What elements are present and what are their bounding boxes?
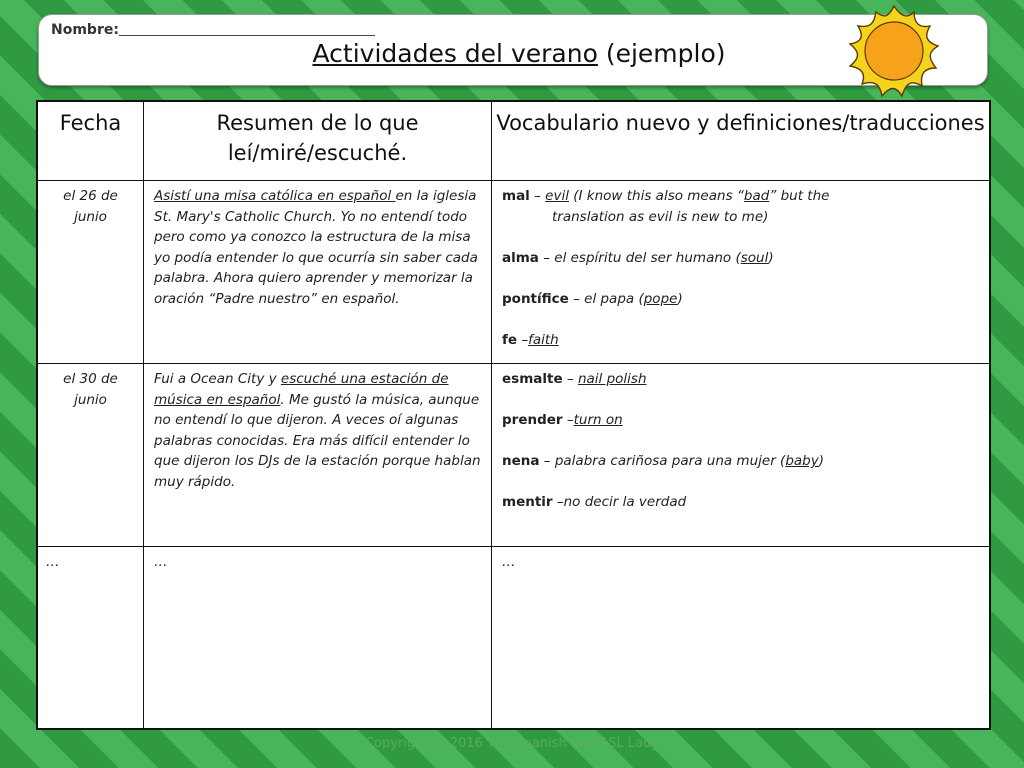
vocab-term: nena — [502, 453, 540, 469]
vocab-note: ) — [818, 453, 824, 469]
summary-text: en la iglesia St. Mary's Catholic Church. Yo no entendí todo pero como ya conozco la estructura de la misa yo podía entender lo que ocurría sin saber cada palabra. Ahora quiero aprender y memorizar la oración “Padre nuestro” en español. — [154, 188, 478, 307]
table-row — [38, 181, 990, 364]
name-input-line[interactable] — [119, 35, 375, 36]
vocab-separator: – — [538, 249, 555, 266]
vocab-term: fe — [502, 331, 518, 348]
column-header-summary: Resumen de lo que leí/miré/escuché. — [144, 102, 492, 181]
vocab-separator: – — [562, 412, 574, 428]
vocabulary-cell: … — [492, 547, 990, 729]
vocab-definition: no decir la verdad — [563, 494, 687, 510]
vocab-item — [502, 369, 979, 390]
vocab-translation: evil — [545, 188, 569, 204]
vocab-translation: nail polish — [577, 371, 647, 387]
vocab-definition: el papa ( — [584, 290, 644, 307]
vocab-separator: – — [552, 494, 564, 510]
vocab-separator: – — [517, 331, 529, 348]
vocab-note: ) — [677, 290, 683, 307]
vocab-note-continued: translation as evil is new to me) — [552, 208, 769, 225]
summary-text: Fui a Ocean City y — [154, 371, 281, 387]
page-title-main: Actividades del verano — [312, 39, 598, 68]
vocab-translation: pope — [643, 290, 678, 307]
date-cell: … — [38, 547, 144, 729]
page-title — [299, 39, 739, 68]
sun-icon — [842, 4, 946, 104]
vocab-translation: baby — [785, 453, 819, 469]
vocabulary-cell — [492, 181, 990, 364]
vocab-translation: turn on — [573, 412, 623, 428]
summary-cell — [144, 364, 492, 547]
vocab-separator: – — [568, 290, 585, 307]
column-header-date: Fecha — [38, 102, 144, 181]
vocab-note: ) — [768, 249, 774, 266]
name-label: Nombre: — [51, 22, 119, 38]
table-row — [38, 547, 990, 729]
vocab-separator: – — [529, 188, 546, 204]
date-cell: el 30 de junio — [38, 364, 144, 547]
vocab-item — [502, 451, 979, 472]
vocab-separator: – — [562, 371, 578, 387]
vocab-item — [502, 186, 979, 227]
table-row — [38, 364, 990, 547]
vocab-translation: bad — [743, 188, 770, 204]
vocab-term: mentir — [502, 494, 553, 510]
summary-highlight: Asistí una misa católica en español — [154, 188, 396, 204]
page-title-suffix: (ejemplo) — [597, 39, 726, 68]
summary-highlight: escuché una estación de música en español — [154, 371, 449, 408]
vocab-definition: el espíritu del ser humano ( — [554, 249, 741, 266]
copyright-notice: Copyright © 2016 The Spanish and ASL Lady — [364, 736, 660, 751]
vocab-item — [502, 330, 979, 351]
vocab-note: ” but the — [769, 188, 830, 204]
vocab-term: alma — [502, 249, 539, 266]
vocab-item — [502, 289, 979, 310]
date-cell: el 26 de junio — [38, 181, 144, 364]
vocab-translation: soul — [740, 249, 769, 266]
summary-cell: … — [144, 547, 492, 729]
vocab-item — [502, 248, 979, 269]
vocab-term: pontífice — [502, 290, 569, 307]
vocab-definition: palabra cariñosa para una mujer ( — [554, 453, 786, 469]
vocab-item — [502, 410, 979, 431]
vocabulary-cell — [492, 364, 990, 547]
vocab-note: (I know this also means “ — [568, 188, 744, 204]
summary-cell — [144, 181, 492, 364]
vocab-term: mal — [502, 188, 530, 204]
table-header-row — [38, 102, 990, 181]
summary-text: . Me gustó la música, aunque no entendí lo que dijeron. A veces oí algunas palabras conocidas. Era más difícil entender lo que dijeron los DJs de la estación porque hablan muy rápido. — [154, 391, 481, 490]
column-header-vocabulary: Vocabulario nuevo y definiciones/traducciones — [492, 102, 990, 181]
vocab-term: esmalte — [502, 371, 563, 387]
vocab-translation: faith — [528, 331, 559, 348]
vocab-term: prender — [502, 412, 563, 428]
vocab-separator: – — [539, 453, 555, 469]
vocab-item — [502, 492, 979, 513]
activities-table — [36, 100, 991, 730]
